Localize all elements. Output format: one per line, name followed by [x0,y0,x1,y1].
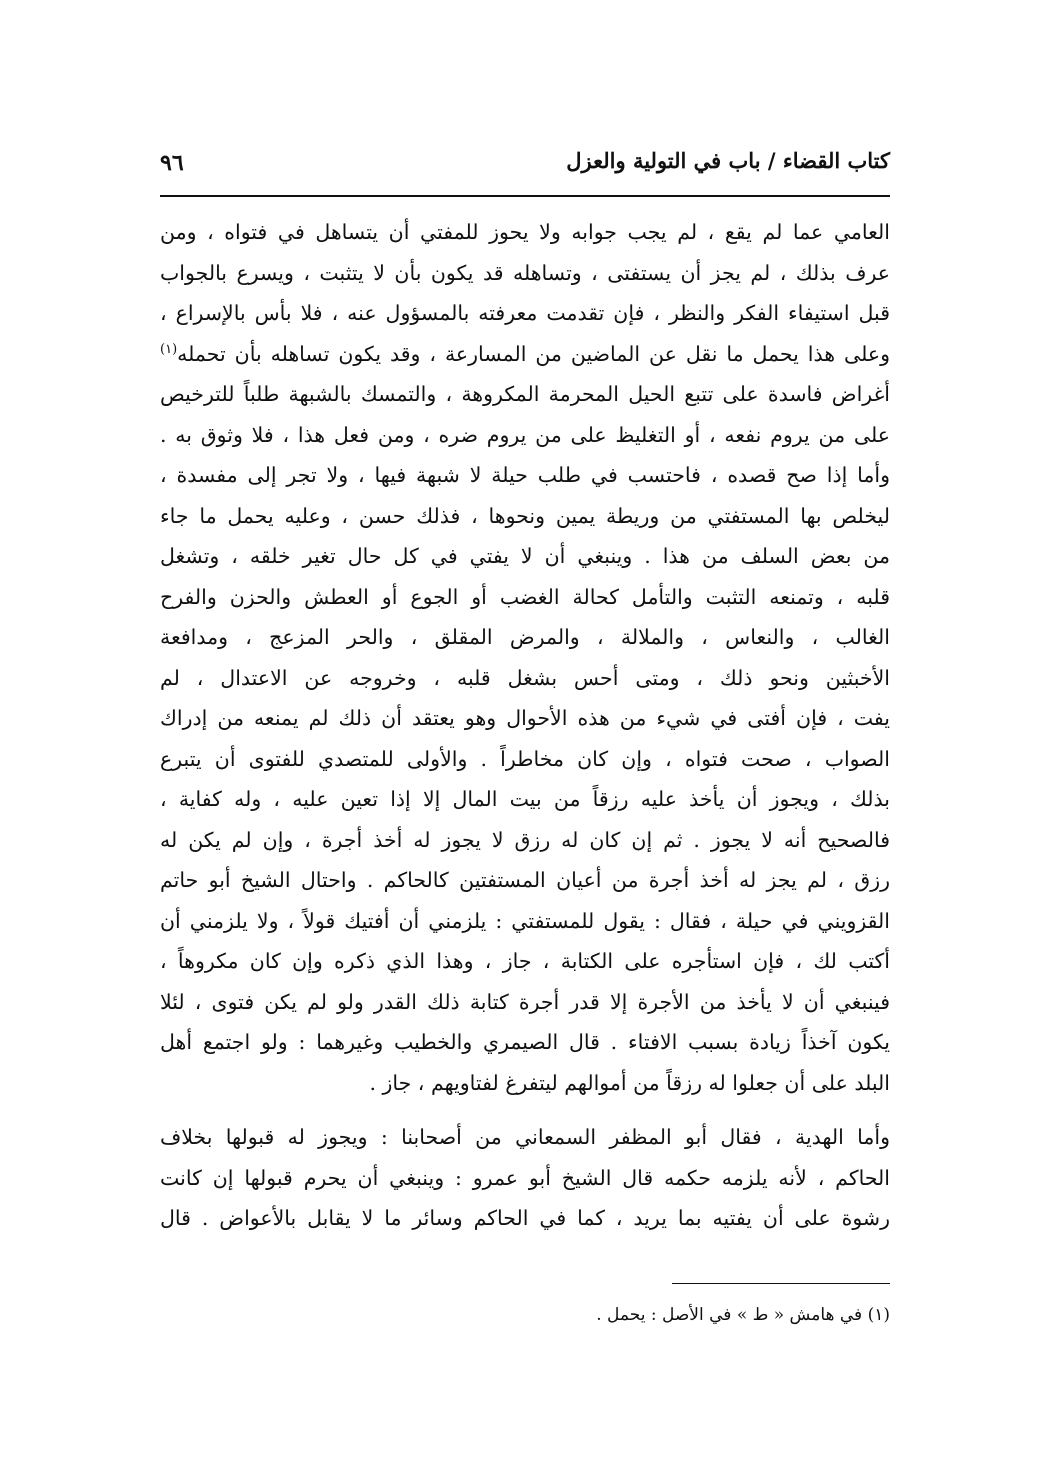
text-line: ليخلص بها المستفتي من وريطة يمين ونحوها ، فذلك حسن ، وعليه يحمل ما جاء [160,503,890,528]
text-line: على من يروم نفعه ، أو التغليظ على من يروم ضره ، ومن فعل هذا ، فلا وثوق به . [160,422,890,447]
text-line: بذلك ، ويجوز أن يأخذ عليه رزقاً من بيت المال إلا إذا تعين عليه ، وله كفاية ، [160,787,890,811]
header-title: كتاب القضاء / باب في التولية والعزل [566,148,890,173]
text-line: رشوة على أن يفتيه بما يريد ، كما في الحاكم وسائر ما لا يقابل بالأعواض . قال [160,1206,890,1230]
text-line: قبل استيفاء الفكر والنظر ، فإن تقدمت معرفته بالمسؤول عنه ، فلا بأس بالإسراع ، [160,301,890,325]
text-line: من بعض السلف من هذا . وينبغي أن لا يفتي في كل حال تغير خلقه ، وتشغل [160,544,890,568]
text-line: أغراض فاسدة على تتبع الحيل المحرمة المكروهة ، والتمسك بالشبهة طلباً للترخيص [160,382,890,406]
running-header [160,148,890,188]
text-segment: وعلى هذا يحمل ما نقل عن الماضين من المسارعة ، وقد يكون تساهله بأن تحمله [177,341,890,366]
text-line: الصواب ، صحت فتواه ، وإن كان مخاطراً . والأولى للمتصدي للفتوى أن يتبرع [160,746,890,771]
text-line: وأما إذا صح قصده ، فاحتسب في طلب حيلة لا شبهة فيها ، ولا تجر إلى مفسدة ، [160,463,890,487]
text-line: يكون آخذاً زيادة بسبب الافتاء . قال الصيمري والخطيب وغيرهما : ولو اجتمع أهل [160,1030,890,1054]
text-line: وأما الهدية ، فقال أبو المظفر السمعاني من أصحابنا : ويجوز له قبولها بخلاف [160,1125,890,1149]
footnote-rule [672,1283,890,1284]
text-line: البلد على أن جعلوا له رزقاً من أموالهم ليتفرغ لفتاويهم ، جاز . [369,1070,890,1095]
paragraph-gap [160,1103,890,1117]
text-line: الأخبثين ونحو ذلك ، ومتى أحس بشغل قلبه ، وخروجه عن الاعتدال ، لم [160,665,890,690]
text-line: يفت ، فإن أفتى في شيء من هذه الأحوال وهو يعتقد أن ذلك لم يمنعه من إدراك [160,706,890,730]
body-text [160,212,890,1239]
text-line-with-footnote [160,334,890,375]
footnote-reference: (١) [160,341,178,357]
text-line: عرف بذلك ، لم يجز أن يستفتى ، وتساهله قد يكون بأن لا يتثبت ، ويسرع بالجواب [160,260,890,285]
text-line: العامي عما لم يقع ، لم يجب جوابه ولا يحوز للمفتي أن يتساهل في فتواه ، ومن [160,220,890,244]
text-line: فالصحيح أنه لا يجوز . ثم إن كان له رزق لا يجوز له أخذ أجرة ، وإن لم يكن له [160,827,890,852]
header-rule [160,195,890,197]
text-line: رزق ، لم يجز له أخذ أجرة من أعيان المستفتين كالحاكم . واحتال الشيخ أبو حاتم [160,868,890,892]
footnote: (١) في هامش « ط » في الأصل : يحمل . [596,1305,890,1325]
text-line: الحاكم ، لأنه يلزمه حكمه قال الشيخ أبو عمرو : وينبغي أن يحرم قبولها إن كانت [160,1165,890,1190]
text-line: فينبغي أن لا يأخذ من الأجرة إلا قدر أجرة كتابة ذلك القدر ولو لم يكن فتوى ، لئلا [160,989,890,1014]
text-line: أكتب لك ، فإن استأجره على الكتابة ، جاز ، وهذا الذي ذكره وإن كان مكروهاً ، [160,949,890,973]
text-line: الغالب ، والنعاس ، والملالة ، والمرض المقلق ، والحر المزعج ، ومدافعة [160,625,890,649]
text-line: القزويني في حيلة ، فقال : يقول للمستفتي : يلزمني أن أفتيك قولاً ، ولا يلزمني أن [160,908,890,933]
page-number: ٩٦ [160,150,184,176]
text-line: قلبه ، وتمنعه التثبت والتأمل كحالة الغضب أو الجوع أو العطش والحزن والفرح [160,584,890,609]
